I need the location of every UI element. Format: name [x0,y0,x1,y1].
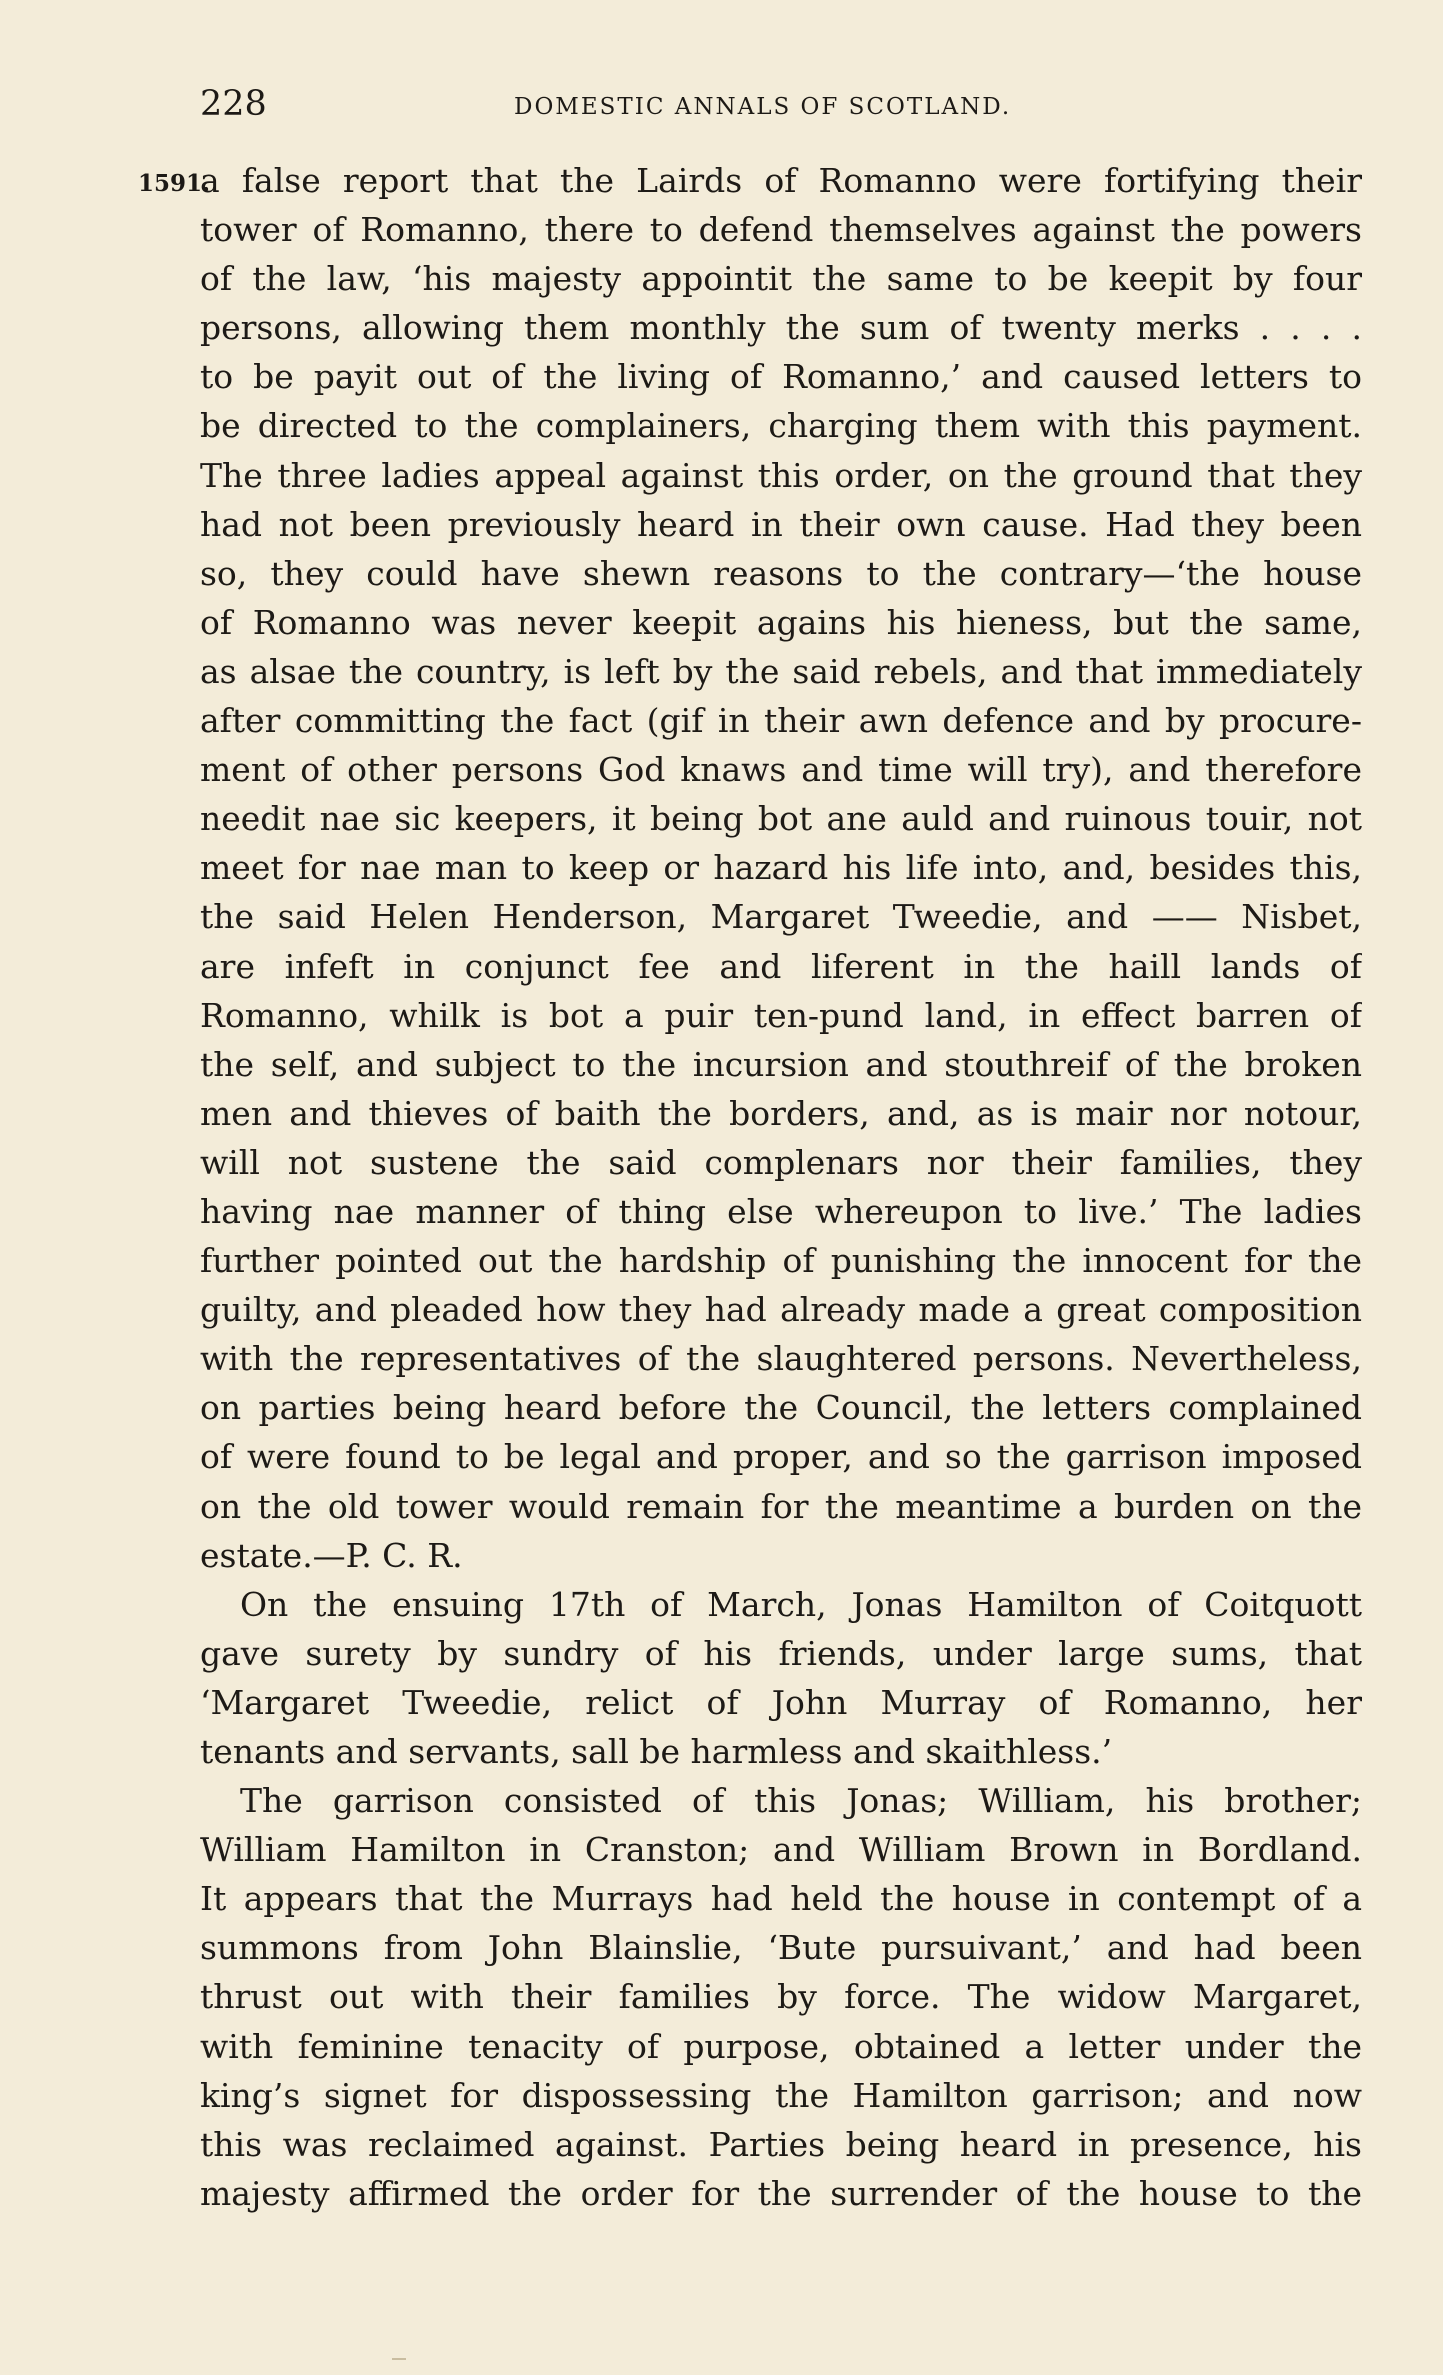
text-line: a false report that the Lairds of Romanno were fortifying their [200,161,1362,200]
text-line: having nae manner of thing else whereupon to live.’ The ladies [200,1191,1362,1231]
text-line: men and thieves of baith the borders, and, as is mair nor notour, [200,1093,1362,1133]
text-line: Romanno, whilk is bot a puir ten-pund land, in effect barren of [200,995,1362,1035]
text-line: the self, and subject to the incursion and stouthreif of the broken [200,1044,1362,1084]
text-line: king’s signet for dispossessing the Hamilton garrison; and now [200,2075,1362,2115]
running-head: DOMESTIC ANNALS OF SCOTLAND. [514,94,1012,120]
text-line: of were found to be legal and proper, and so the garrison imposed [200,1437,1362,1477]
text-line: as alsae the country, is left by the said rebels, and that immediately [200,651,1362,691]
text-line: majesty affirmed the order for the surrender of the house to the [200,2173,1362,2213]
text-line: It appears that the Murrays had held the house in contempt of a [200,1879,1362,1919]
text-line: needit nae sic keepers, it being bot ane auld and ruinous touir, not [200,799,1362,839]
text-line: to be payit out of the living of Romanno,’ and caused letters to [200,357,1362,397]
body-text [200,156,1362,2218]
text-line: thrust out with their families by force. The widow Margaret, [200,1977,1362,2017]
text-line: the said Helen Henderson, Margaret Tweedie, and —— Nisbet, [200,897,1362,937]
text-line: meet for nae man to keep or hazard his life into, and, besides this, [200,848,1362,888]
text-line: on parties being heard before the Council, the letters complained [200,1388,1362,1428]
page-number: 228 [200,84,267,124]
text-line: will not sustene the said complenars nor their families, they [200,1142,1362,1182]
text-line: are infeft in conjunct fee and liferent in the haill lands of [200,946,1362,986]
citation-line: estate.—P. C. R. [200,1535,463,1575]
text-line: The garrison consisted of this Jonas; William, his brother; [240,1781,1362,1821]
text-line: tenants and servants, sall be harmless and skaithless.’ [200,1732,1113,1771]
text-line: William Hamilton in Cranston; and William Brown in Bordland. [200,1830,1362,1870]
text-line: gave surety by sundry of his friends, under large sums, that [200,1633,1362,1673]
text-line: after committing the fact (gif in their awn defence and by procure- [200,701,1362,741]
text-line: The three ladies appeal against this order, on the ground that they [200,455,1362,495]
text-line: had not been previously heard in their own cause. Had they been [200,504,1362,544]
text-line: On the ensuing 17th of March, Jonas Hamilton of Coitquott [240,1584,1362,1624]
text-line: tower of Romanno, there to defend themselves against the powers [200,210,1362,250]
text-line: guilty, and pleaded how they had already made a great composition [200,1290,1362,1330]
text-line: this was reclaimed against. Parties being heard in presence, his [200,2124,1362,2164]
text-line: be directed to the complainers, charging them with this payment. [200,406,1362,446]
text-line: persons, allowing them monthly the sum of twenty merks . . . . [200,308,1362,348]
text-line: with feminine tenacity of purpose, obtained a letter under the [200,2026,1362,2066]
text-line: further pointed out the hardship of punishing the innocent for the [200,1241,1362,1281]
text-line: with the representatives of the slaughtered persons. Nevertheless, [200,1339,1362,1379]
year-marker: 1591. [138,170,211,197]
text-line: summons from John Blainslie, ‘Bute pursuivant,’ and had been [200,1928,1362,1968]
text-line: of Romanno was never keepit agains his hieness, but the same, [200,602,1362,642]
text-line: so, they could have shewn reasons to the contrary—‘the house [200,553,1362,593]
text-line: ment of other persons God knaws and time will try), and therefore [200,750,1362,790]
text-line: ‘Margaret Tweedie, relict of John Murray of Romanno, her [200,1682,1362,1722]
text-line: on the old tower would remain for the meantime a burden on the [200,1486,1362,1526]
paper-smudge [392,2358,406,2360]
text-line: of the law, ‘his majesty appointit the same to be keepit by four [200,259,1362,299]
